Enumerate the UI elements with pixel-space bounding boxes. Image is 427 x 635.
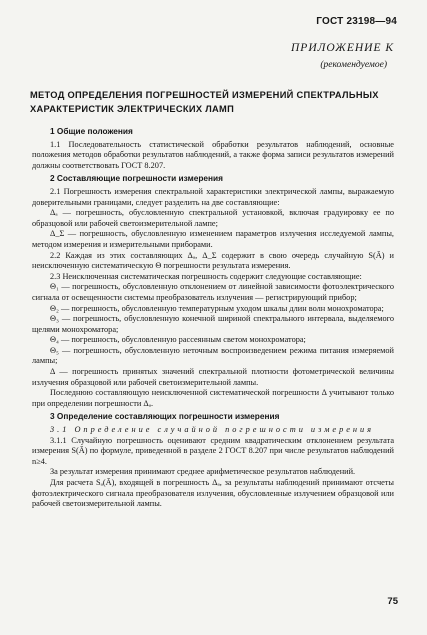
paragraph: 1.1 Последовательность статистической обработки результатов наблюдений, основные положения методов обработки результатов наблюдений, а также форма записи результатов измерений должны соответствовать ГОСТ 8.207. (32, 139, 394, 170)
paragraph: 2.1 Погрешность измерения спектральной характеристики электрической лампы, выражаемую доверительными границами, следует разделить на две составляющие: (32, 186, 394, 207)
section-3-heading: 3 Определение составляющих погрешности измерения (50, 411, 280, 422)
section-1-heading: 1 Общие положения (50, 126, 133, 136)
paragraph: Θ₁ — погрешность, обусловленную отклонением от линейной зависимости фотоэлектрического сигнала от освещенности системы преобразователь излучения — регистрирующий прибор; (32, 282, 394, 302)
subsection-heading: 3.1 Определение случайной погрешности измерения (50, 425, 375, 435)
paragraph: Θ₅ — погрешность, обусловленную неточным воспроизведением режима питания измеряемой лампы; (32, 345, 394, 366)
paragraph: Δ_Σ — погрешность, обусловленную изменением параметров излучения исследуемой лампы, методом измерения и измерительными приборами. (32, 229, 394, 249)
paragraph: Δₐ — погрешность, обусловленную спектральной установкой, включая градуировку ее по образцовой или рабочей светоизмерительной лампе; (32, 208, 394, 228)
appendix-subtitle: (рекомендуемое) (320, 60, 387, 70)
paragraph: Δ — погрешность принятых значений спектральной плотности фотометрической величины излучения образцовой или рабочей светоизмерительной лампы. (32, 367, 394, 387)
paragraph: Θ₃ — погрешность, обусловленную конечной шириной спектрального интервала, выделяемого щелями монохроматора; (32, 314, 394, 334)
paragraph: Для расчета Sₐ(Ā), входящей в погрешность Δₐ, за результаты наблюдений принимают отсчеты фотоэлектрического сигнала преобразователя излучения, обусловленные излучением образцовой или рабочей светоизмерительной лампы. (32, 478, 394, 509)
standard-header: ГОСТ 23198—94 (316, 16, 397, 27)
paragraph: 3.1.1 Случайную погрешность оценивают средним квадратическим отклонением результата измерения S(Ā) по формуле, приведенной в разделе 2 ГОСТ 8.207 при числе результатов наблюдений n≥4. (32, 435, 394, 466)
paragraph: За результат измерения принимают среднее арифметическое результатов наблюдений. (50, 467, 356, 477)
paragraph: Θ₂ — погрешность, обусловленную температурным уходом шкалы длин волн монохроматора; (50, 303, 384, 313)
appendix-title: ПРИЛОЖЕНИЕ К (291, 42, 394, 54)
paragraph: Последнюю составляющую неисключенной систематической погрешности Δ учитывают только при определении погрешности Δₐ. (32, 388, 394, 408)
paragraph: 2.3 Неисключенная систематическая погрешность содержит следующие составляющие: (50, 271, 362, 281)
paragraph: Θ₄ — погрешность, обусловленную рассеянным светом монохроматора; (50, 335, 306, 345)
document-title: МЕТОД ОПРЕДЕЛЕНИЯ ПОГРЕШНОСТЕЙ ИЗМЕРЕНИЙ СПЕКТРАЛЬНЫХ ХАРАКТЕРИСТИК ЭЛЕКТРИЧЕСКИХ ЛАМП (30, 90, 379, 114)
page-number: 75 (387, 596, 398, 607)
paragraph: 2.2 Каждая из этих составляющих Δₐ, Δ_Σ содержит в свою очередь случайную S(Ā) и неисключенную систематическую Θ погрешности результата измерения. (32, 250, 394, 271)
document-body (32, 124, 394, 510)
section-2-heading: 2 Составляющие погрешности измерения (50, 173, 223, 184)
